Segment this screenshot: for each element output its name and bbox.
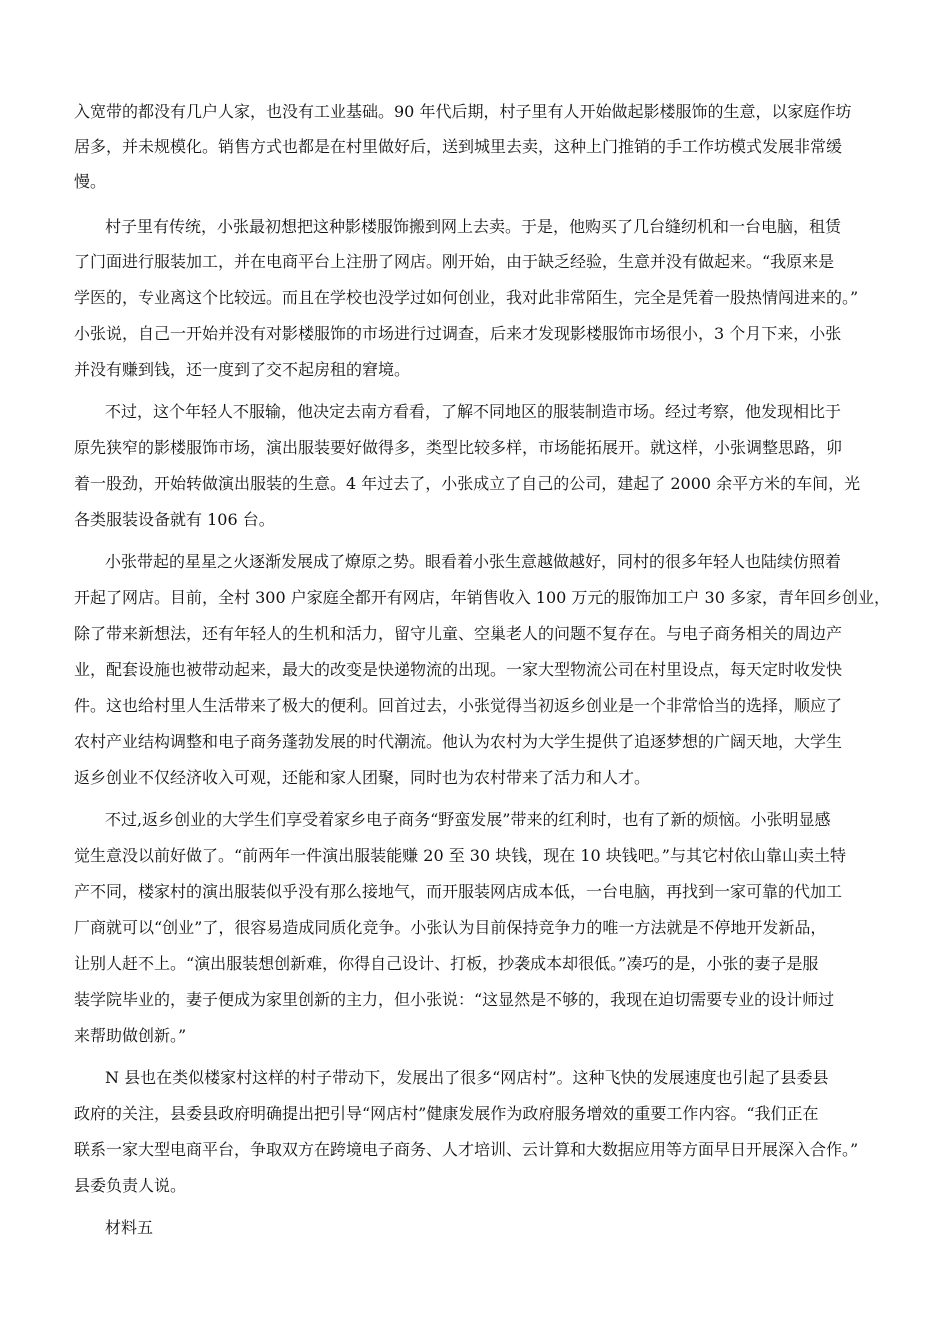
text-line: N 县也在类似楼家村这样的村子带动下，发展出了很多“网店村”。这种飞快的发展速度也引起了县委县 <box>105 1068 829 1087</box>
text-line: 农村产业结构调整和电子商务蓬勃发展的时代潮流。他认为农村为大学生提供了追逐梦想的广阔天地，大学生 <box>74 732 843 751</box>
text-line: 产不同，楼家村的演出服装似乎没有那么接地气，而开服装网店成本低，一台电脑，再找到一家可靠的代加工 <box>74 882 843 901</box>
text-line: 让别人赶不上。“演出服装想创新难，你得自己设计、打板，抄袭成本却很低。”凑巧的是，小张的妻子是服 <box>74 954 819 973</box>
text-line: 政府的关注，县委县政府明确提出把引导“网店村”健康发展作为政府服务增效的重要工作内容。“我们正在 <box>74 1104 819 1123</box>
text-line: 着一股劲，开始转做演出服装的生意。4 年过去了，小张成立了自己的公司，建起了 2000 余平方米的车间，光 <box>74 474 861 493</box>
text-line: 小张说，自己一开始并没有对影楼服饰的市场进行过调查，后来才发现影楼服饰市场很小，3 个月下来，小张 <box>74 324 842 343</box>
text-line: 开起了网店。目前，全村 300 户家庭全都开有网店，年销售收入 100 万元的服饰加工户 30 多家，青年回乡创业， <box>74 588 890 607</box>
text-line: 不过，这个年轻人不服输，他决定去南方看看，了解不同地区的服装制造市场。经过考察，他发现相比于 <box>105 402 842 421</box>
section-heading: 材料五 <box>105 1218 154 1237</box>
text-line: 厂商就可以“创业”了，很容易造成同质化竞争。小张认为目前保持竞争力的唯一方法就是不停地开发新品， <box>74 918 827 937</box>
text-line: 小张带起的星星之火逐渐发展成了燎原之势。眼看着小张生意越做越好，同村的很多年轻人也陆续仿照着 <box>105 552 842 571</box>
text-line: 业，配套设施也被带动起来，最大的改变是快递物流的出现。一家大型物流公司在村里设点，每天定时收发快 <box>74 660 843 679</box>
text-line: 慢。 <box>74 172 107 191</box>
text-line: 觉生意没以前好做了。“前两年一件演出服装能赚 20 至 30 块钱，现在 10 块钱吧。”与其它村依山靠山卖土特 <box>74 846 846 865</box>
text-line: 居多，并未规模化。销售方式也都是在村里做好后，送到城里去卖，这种上门推销的手工作坊模式发展非常缓 <box>74 137 843 156</box>
text-line: 了门面进行服装加工，并在电商平台上注册了网店。刚开始，由于缺乏经验，生意并没有做起来。“我原来是 <box>74 252 835 271</box>
text-line: 学医的，专业离这个比较远。而且在学校也没学过如何创业，我对此非常陌生，完全是凭着一股热情闯进来的。” <box>74 288 859 307</box>
text-line: 原先狭窄的影楼服饰市场，演出服装要好做得多，类型比较多样，市场能拓展开。就这样，小张调整思路，卯 <box>74 438 843 457</box>
text-line: 县委负责人说。 <box>74 1176 187 1195</box>
text-line: 各类服装设备就有 106 台。 <box>74 510 275 529</box>
text-line: 件。这也给村里人生活带来了极大的便利。回首过去，小张觉得当初返乡创业是一个非常恰当的选择，顺应了 <box>74 696 843 715</box>
text-line: 入宽带的都没有几户人家，也没有工业基础。90 年代后期，村子里有人开始做起影楼服饰的生意，以家庭作坊 <box>74 102 852 121</box>
text-line: 装学院毕业的，妻子便成为家里创新的主力，但小张说：“这显然是不够的，我现在迫切需要专业的设计师过 <box>74 990 835 1009</box>
text-line: 除了带来新想法，还有年轻人的生机和活力，留守儿童、空巢老人的问题不复存在。与电子商务相关的周边产 <box>74 624 843 643</box>
text-line: 来帮助做创新。” <box>74 1026 187 1045</box>
text-line: 不过,返乡创业的大学生们享受着家乡电子商务“野蛮发展”带来的红利时，也有了新的烦恼。小张明显感 <box>105 810 831 829</box>
text-line: 联系一家大型电商平台，争取双方在跨境电子商务、人才培训、云计算和大数据应用等方面早日开展深入合作。” <box>74 1140 859 1159</box>
text-line: 并没有赚到钱，还一度到了交不起房租的窘境。 <box>74 360 411 379</box>
text-line: 返乡创业不仅经济收入可观，还能和家人团聚，同时也为农村带来了活力和人才。 <box>74 768 651 787</box>
text-line: 村子里有传统，小张最初想把这种影楼服饰搬到网上去卖。于是，他购买了几台缝纫机和一台电脑，租赁 <box>105 217 842 236</box>
